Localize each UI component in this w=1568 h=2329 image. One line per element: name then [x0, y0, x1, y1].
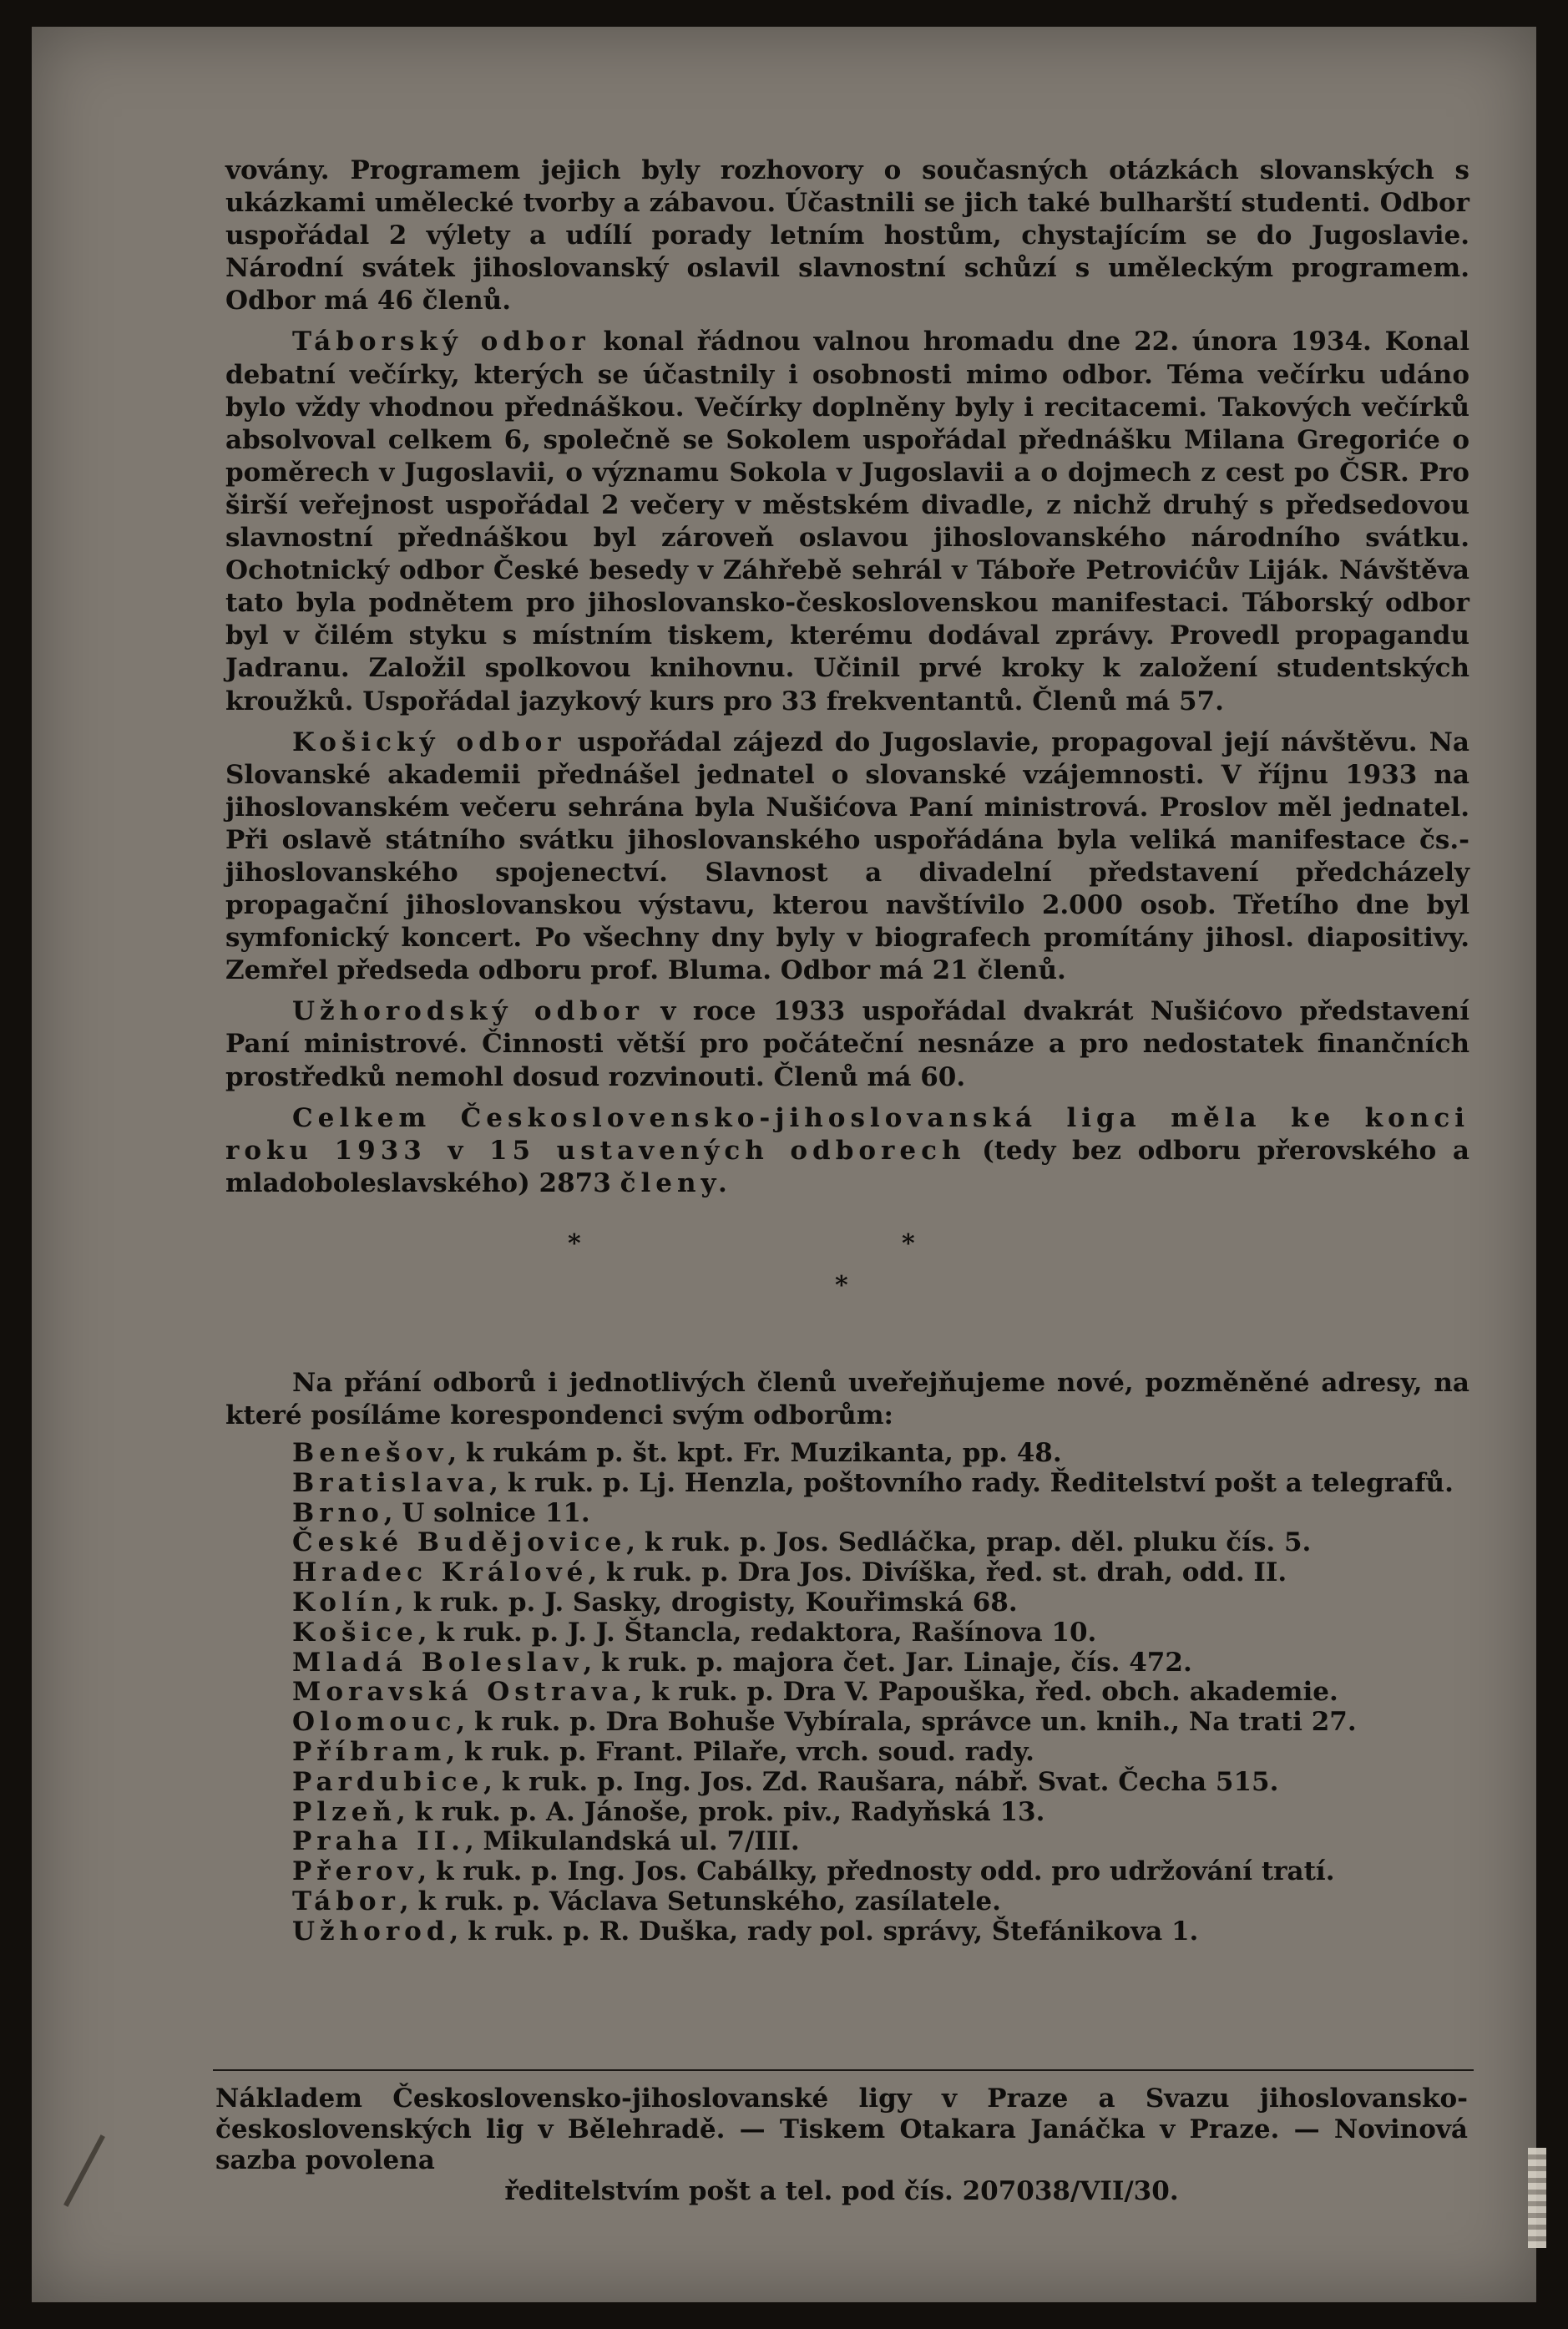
- address-city: Moravská Ostrava: [292, 1677, 634, 1708]
- publisher-footer: [215, 2083, 1468, 2207]
- address-text: , k ruk. p. Václava Setunského, zasílatele.: [399, 1886, 1001, 1917]
- address-text: , Mikulandská ul. 7/III.: [464, 1826, 800, 1857]
- address-item: [292, 1827, 1469, 1857]
- address-city: Benešov: [292, 1438, 448, 1469]
- address-item: [292, 1648, 1469, 1678]
- paragraph-text: konal řádnou valnou hromadu dne 22. února 1934. Konal debatní večírky, kterých se účastnily i osobnosti mimo odbor. Téma večírku udáno bylo vždy vhodnou přednáškou. Večírky doplněny byly i recitacemi. Takových večírků absolvoval celkem 6, společně se Sokolem uspořádal přednášku Milana Gregoriće o poměrech v Jugoslavii, o významu Sokola v Jugoslavii a o dojmech z cest po ČSR. Pro širší veřejnost uspořádal 2 večery v městském divadle, z nichž druhý s předsedovou slavnostní přednáškou byl zároveň oslavou jihoslovanského národního svátku. Ochotnický odbor České besedy v Záhřebě sehrál v Táboře Petrovićův Liják. Návštěva tato byla podnětem pro jihoslovansko-československou manifestaci. Táborský odbor byl v čilém styku s místním tiskem, kterému dodával zprávy. Provedl propagandu Jadranu. Založil spolkovou knihovnu. Učinil prvé kroky k založení studentských kroužků. Uspořádal jazykový kurs pro 33 frekventantů. Členů má 57.: [225, 327, 1469, 716]
- address-text: , k ruk. p. J. J. Štancla, redaktora, Rašínova 10.: [417, 1617, 1097, 1648]
- address-city: Mladá Boleslav: [292, 1647, 584, 1678]
- address-city: Tábor: [292, 1886, 400, 1917]
- address-text: , k ruk. p. Ing. Jos. Cabálky, přednosty odd. pro udržování tratí.: [417, 1856, 1335, 1887]
- address-item: [292, 1618, 1469, 1648]
- paragraph-continuation: [225, 154, 1469, 317]
- address-city: Pardubice: [292, 1766, 484, 1797]
- address-item: [292, 1439, 1469, 1469]
- address-item: [292, 1768, 1469, 1798]
- section-lead-uzhorod: Užhorodský odbor: [292, 996, 644, 1027]
- paragraph-uzhorod: [225, 995, 1469, 1093]
- address-city: Hradec Králové: [292, 1557, 589, 1588]
- address-city: České Budějovice: [292, 1527, 627, 1558]
- paragraph-text: (tedy bez odboru přerovského a mladoboleslavského) 2873: [225, 1135, 1469, 1198]
- footer-text: Nákladem Československo-jihoslovanské ligy v Praze a Svazu jihoslovansko-československých lig v Bělehradě. — Tiskem Otakara Janáčka v Praze. — Novinová sazba povolena: [215, 2083, 1468, 2175]
- page-body: [225, 154, 1469, 1947]
- paragraph-tabor: [225, 326, 1469, 717]
- address-text: , k ruk. p. J. Sasky, drogisty, Kouřimská 68.: [395, 1587, 1018, 1618]
- address-text: , k ruk. p. Jos. Sedláčka, prap. děl. pluku čís. 5.: [626, 1527, 1312, 1558]
- address-text: , k ruk. p. majora čet. Jar. Linaje, čís. 472.: [583, 1647, 1192, 1678]
- address-text: , k ruk. p. Ing. Jos. Zd. Raušara, nábř. Svat. Čecha 515.: [483, 1766, 1279, 1797]
- divider-star: *: [835, 1270, 848, 1300]
- address-city: Olomouc: [292, 1707, 457, 1738]
- address-text: , k ruk. p. A. Jánoše, prok. piv., Radyňská 13.: [396, 1796, 1045, 1827]
- page-edge-mark: [1528, 2148, 1546, 2248]
- section-divider: [225, 1229, 1469, 1346]
- paragraph-kosice: [225, 727, 1469, 988]
- address-city: Plzeň: [292, 1796, 397, 1827]
- address-item: [292, 1528, 1469, 1558]
- address-item: [292, 1917, 1469, 1947]
- addresses-intro-text: Na přání odborů i jednotlivých členů uveřejňujeme nové, pozměněné adresy, na které posíláme korespondenci svým odborům:: [225, 1367, 1469, 1430]
- paragraph-summary: [225, 1102, 1469, 1200]
- address-item: [292, 1708, 1469, 1738]
- address-text: , k ruk. p. R. Duška, rady pol. správy, Štefánikova 1.: [449, 1916, 1199, 1947]
- address-city: Bratislava: [292, 1467, 490, 1498]
- address-text: , k rukám p. št. kpt. Fr. Muzikanta, pp. 48.: [448, 1438, 1062, 1469]
- address-city: Příbram: [292, 1737, 447, 1768]
- divider-star: *: [568, 1228, 581, 1258]
- address-text: , k ruk. p. Dra Bohuše Vybírala, správce un. knih., Na trati 27.: [456, 1707, 1357, 1738]
- address-city: Praha II.: [292, 1826, 465, 1857]
- address-text: , k ruk. p. Dra Jos. Divíška, řed. st. drah, odd. II.: [588, 1557, 1287, 1588]
- pen-stroke-mark: [63, 2134, 105, 2207]
- footer-text-last: ředitelstvím pošt a tel. pod čís. 207038/VII/30.: [504, 2176, 1179, 2206]
- address-text: , k ruk. p. Lj. Henzla, poštovního rady. Ředitelství pošt a telegrafů.: [489, 1467, 1454, 1498]
- address-item: [292, 1887, 1469, 1917]
- address-item: [292, 1738, 1469, 1768]
- address-city: Přerov: [292, 1856, 418, 1887]
- summary-tail: členy.: [620, 1167, 732, 1198]
- address-text: , U solnice 11.: [383, 1497, 590, 1528]
- address-item: [292, 1588, 1469, 1618]
- section-lead-tabor: Táborský odbor: [292, 327, 590, 357]
- address-item: [292, 1499, 1469, 1529]
- addresses-intro: [225, 1367, 1469, 1432]
- address-list: [292, 1439, 1469, 1947]
- paragraph-text: v roce 1933 uspořádal dvakrát Nušićovo představení Paní ministrové. Činnosti větší pro počáteční nesnáze a pro nedostatek finančních prostředků nemohl dosud rozvinouti. Členů má 60.: [225, 996, 1469, 1092]
- address-item: [292, 1857, 1469, 1887]
- footer-divider: [213, 2069, 1474, 2071]
- paragraph-text: uspořádal zájezd do Jugoslavie, propagoval její návštěvu. Na Slovanské akademii přednášel jednatel o slovanské vzájemnosti. V říjnu 1933 na jihoslovanském večeru sehrána byla Nušićova Paní ministrová. Proslov měl jednatel. Při oslavě státního svátku jihoslovanského uspořádána byla veliká manifestace čs.-jihoslovanského spojenectví. Slavnost a divadelní představení předcházely propagační jihoslovanskou výstavu, kterou navštívilo 2.000 osob. Třetího dne byl symfonický koncert. Po všechny dny byly v biografech promítány jihosl. diapositivy. Zemřel předseda odboru prof. Bluma. Odbor má 21 členů.: [225, 727, 1469, 986]
- address-item: [292, 1798, 1469, 1828]
- address-city: Užhorod: [292, 1916, 450, 1947]
- address-text: , k ruk. p. Frant. Pilaře, vrch. soud. rady.: [446, 1737, 1034, 1768]
- address-city: Kolín: [292, 1587, 396, 1618]
- address-item: [292, 1678, 1469, 1708]
- section-lead-kosice: Košický odbor: [292, 727, 566, 757]
- paragraph-text: vovány. Programem jejich byly rozhovory o současných otázkách slovanských s ukázkami umělecké tvorby a zábavou. Účastnili se jich také bulharští studenti. Odbor uspořádal 2 výlety a udílí porady letním hostům, chystajícím se do Jugoslavie. Národní svátek jihoslovanský oslavil slavnostní schůzí s uměleckým programem. Odbor má 46 členů.: [225, 155, 1469, 316]
- summary-lead: Celkem Československo-jihoslovanská liga měla ke konci roku 1933 v 15 ustavených odborech: [225, 1102, 1469, 1166]
- address-city: Košice: [292, 1617, 418, 1648]
- address-item: [292, 1469, 1469, 1499]
- address-city: Brno: [292, 1497, 384, 1528]
- address-text: , k ruk. p. Dra V. Papouška, řed. obch. akademie.: [633, 1677, 1338, 1708]
- divider-star: *: [902, 1228, 915, 1258]
- address-item: [292, 1558, 1469, 1588]
